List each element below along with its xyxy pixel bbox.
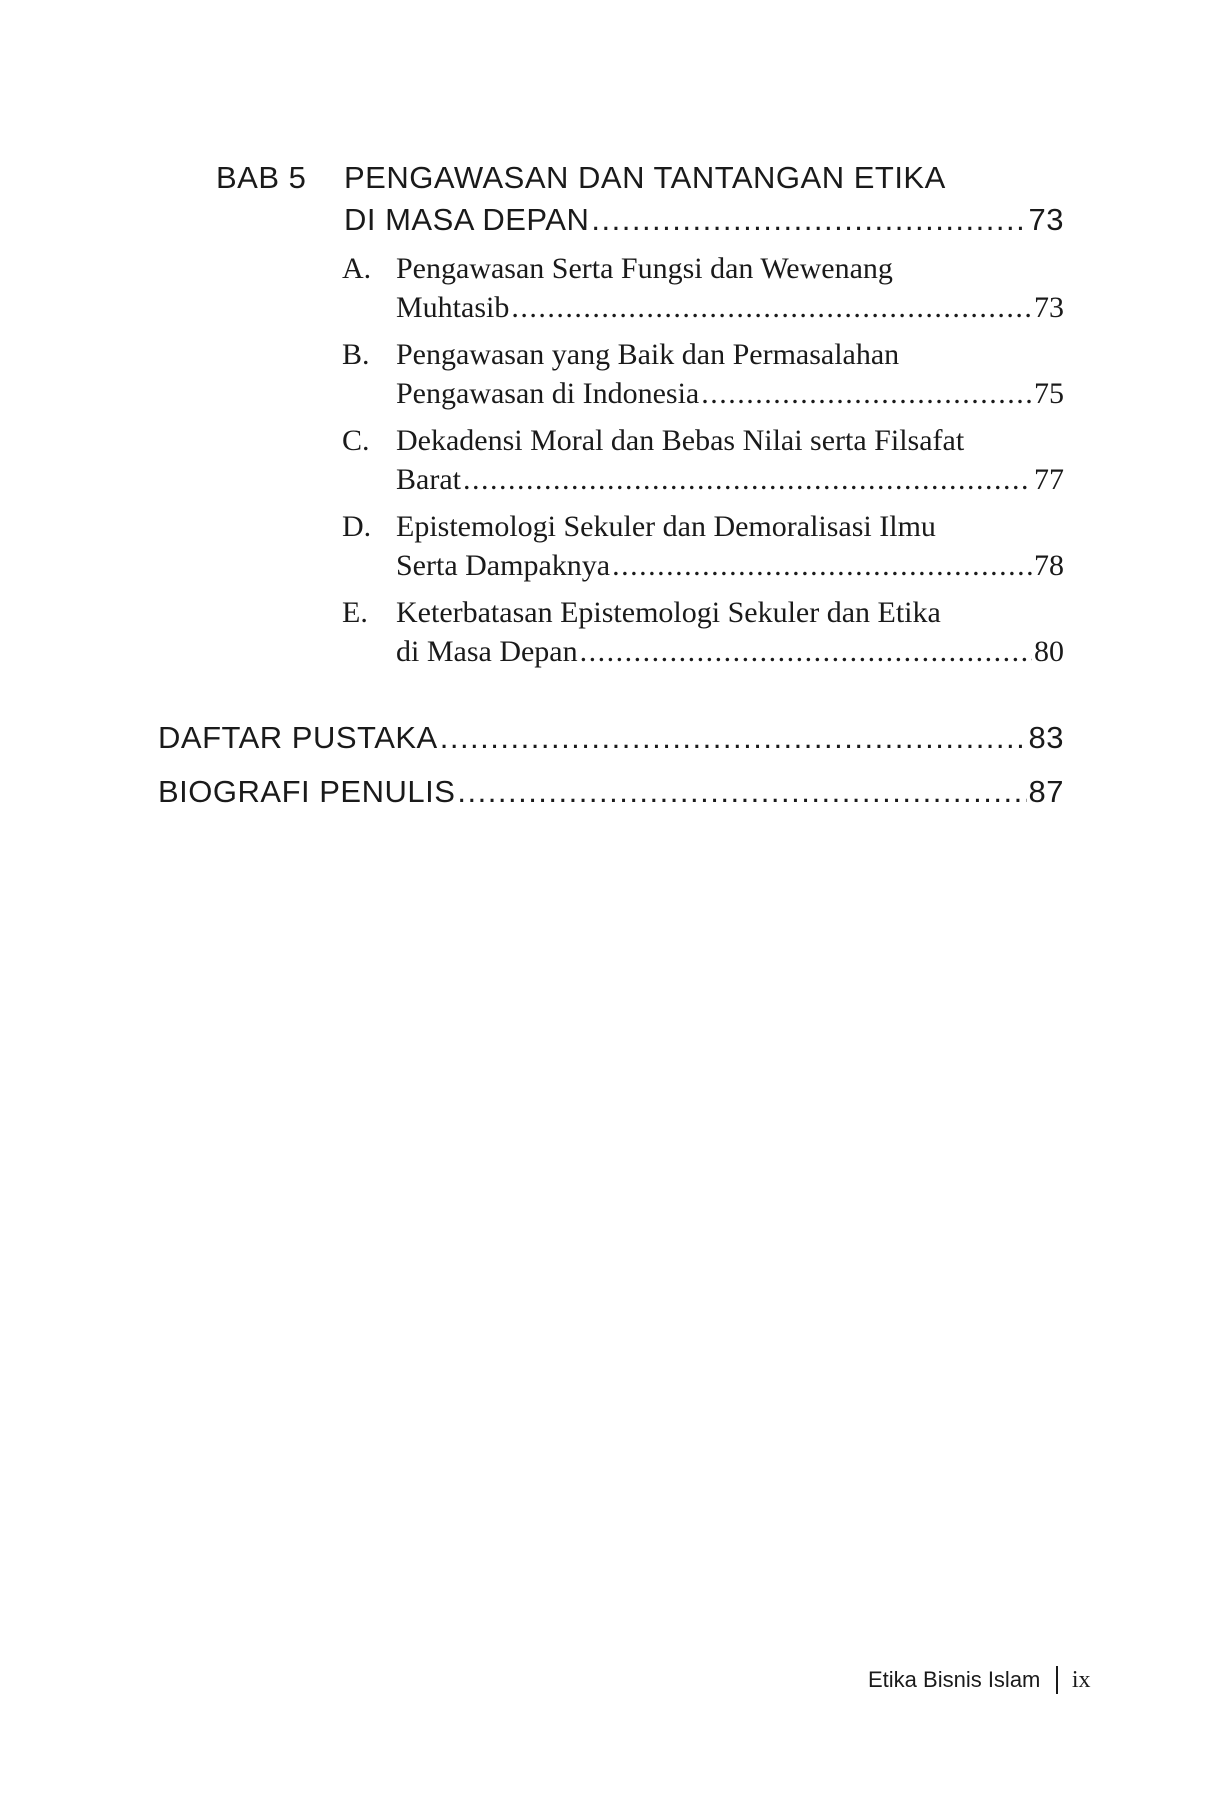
toc-entry-biografi-penulis[interactable]	[158, 772, 1064, 812]
section-entry-b[interactable]	[396, 375, 1064, 413]
section-title-line2: Serta Dampaknya	[396, 549, 611, 582]
dot-leader	[701, 375, 1032, 413]
section-letter: D.	[342, 510, 372, 543]
section-entry-c[interactable]	[396, 461, 1064, 499]
section-title-line1: Pengawasan yang Baik dan Permasalahan	[396, 338, 900, 371]
footer-page-number: ix	[1071, 1666, 1091, 1693]
back-matter-label: BIOGRAFI PENULIS	[158, 774, 456, 809]
section-page-number: 75	[1034, 377, 1064, 410]
page-footer	[868, 1666, 1091, 1694]
section-letter: E.	[342, 596, 368, 629]
back-matter-label: DAFTAR PUSTAKA	[158, 720, 438, 755]
dot-leader	[612, 547, 1032, 585]
dot-leader	[511, 289, 1032, 327]
section-title-line1: Epistemologi Sekuler dan Demoralisasi Ilmu	[396, 510, 936, 543]
section-title-line1: Pengawasan Serta Fungsi dan Wewenang	[396, 252, 893, 285]
back-matter-page-number: 83	[1028, 720, 1064, 755]
section-title-line2: di Masa Depan	[396, 635, 578, 668]
section-entry-d[interactable]	[396, 547, 1064, 585]
section-page-number: 77	[1034, 463, 1064, 496]
chapter-number: BAB 5	[216, 160, 307, 195]
section-page-number: 80	[1034, 635, 1064, 668]
dot-leader	[463, 461, 1032, 499]
back-matter-page-number: 87	[1028, 774, 1064, 809]
chapter-title-line1: PENGAWASAN DAN TANTANGAN ETIKA	[344, 160, 946, 195]
section-title-line2: Muhtasib	[396, 291, 510, 324]
section-title-line2: Barat	[396, 463, 461, 496]
section-entry-a[interactable]	[396, 289, 1064, 327]
footer-book-title: Etika Bisnis Islam	[868, 1667, 1041, 1692]
section-page-number: 78	[1034, 549, 1064, 582]
section-entry-e[interactable]	[396, 633, 1064, 671]
section-page-number: 73	[1034, 291, 1064, 324]
section-letter: A.	[342, 252, 372, 285]
chapter-title-line2: DI MASA DEPAN	[344, 202, 590, 237]
section-letter: B.	[342, 338, 370, 371]
dot-leader	[591, 200, 1026, 240]
toc-entry-daftar-pustaka[interactable]	[158, 718, 1064, 758]
chapter-page-number: 73	[1028, 202, 1064, 237]
section-title-line1: Keterbatasan Epistemologi Sekuler dan Etika	[396, 596, 941, 629]
section-title-line2: Pengawasan di Indonesia	[396, 377, 700, 410]
footer-separator	[1056, 1666, 1058, 1694]
dot-leader	[580, 633, 1032, 671]
dot-leader	[440, 718, 1027, 758]
section-title-line1: Dekadensi Moral dan Bebas Nilai serta Filsafat	[396, 424, 965, 457]
section-letter: C.	[342, 424, 370, 457]
chapter-entry[interactable]	[344, 200, 1064, 240]
dot-leader	[457, 772, 1026, 812]
